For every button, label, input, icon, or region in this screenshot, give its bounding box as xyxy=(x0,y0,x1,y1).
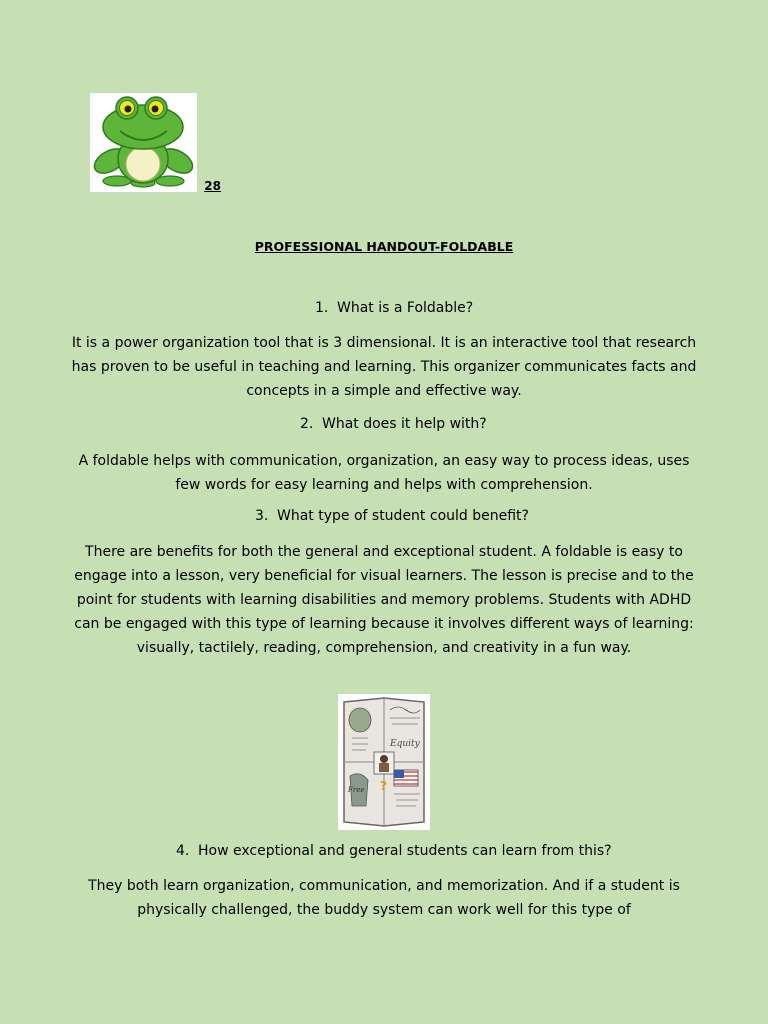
question-1 xyxy=(315,300,473,316)
svg-text:Free: Free xyxy=(348,786,365,794)
question-1-text: What is a Foldable? xyxy=(337,300,474,316)
question-3 xyxy=(255,508,529,524)
question-3-text: What type of student could benefit? xyxy=(277,508,529,524)
foldable-photo-image xyxy=(338,694,430,830)
page-number: 28 xyxy=(204,179,221,193)
frog-clipart-image xyxy=(90,93,197,192)
svg-text:?: ? xyxy=(380,779,387,793)
question-2 xyxy=(300,416,487,432)
handout-title: PROFESSIONAL HANDOUT-FOLDABLE xyxy=(254,239,514,254)
question-2-number: 2. xyxy=(300,416,314,432)
question-2-text: What does it help with? xyxy=(322,416,487,432)
question-4 xyxy=(176,843,612,859)
question-1-number: 1. xyxy=(315,300,329,316)
question-3-number: 3. xyxy=(255,508,269,524)
answer-2: A foldable helps with communication, organization, an easy way to process ideas, uses few words for easy learning and helps with comprehension. xyxy=(78,453,690,493)
answer-1: It is a power organization tool that is 3 dimensional. It is an interactive tool that research has proven to be useful in teaching and learning. This organizer communicates facts and concepts in a simple and effective way. xyxy=(71,335,697,399)
question-4-text: How exceptional and general students can learn from this? xyxy=(198,843,612,859)
answer-3: There are benefits for both the general and exceptional student. A foldable is easy to engage into a lesson, very beneficial for visual learners. The lesson is precise and to the point for students with learning disabilities and memory problems. Students with ADHD can be engaged with this type of learning because it involves different ways of learning: visually, tactilely, reading, comprehension, and creativity in a fun way. xyxy=(74,544,694,656)
question-4-number: 4. xyxy=(176,843,190,859)
answer-4: They both learn organization, communication, and memorization. And if a student is physically challenged, the buddy system can work well for this type of xyxy=(88,878,680,918)
svg-text:Equity: Equity xyxy=(390,739,420,749)
